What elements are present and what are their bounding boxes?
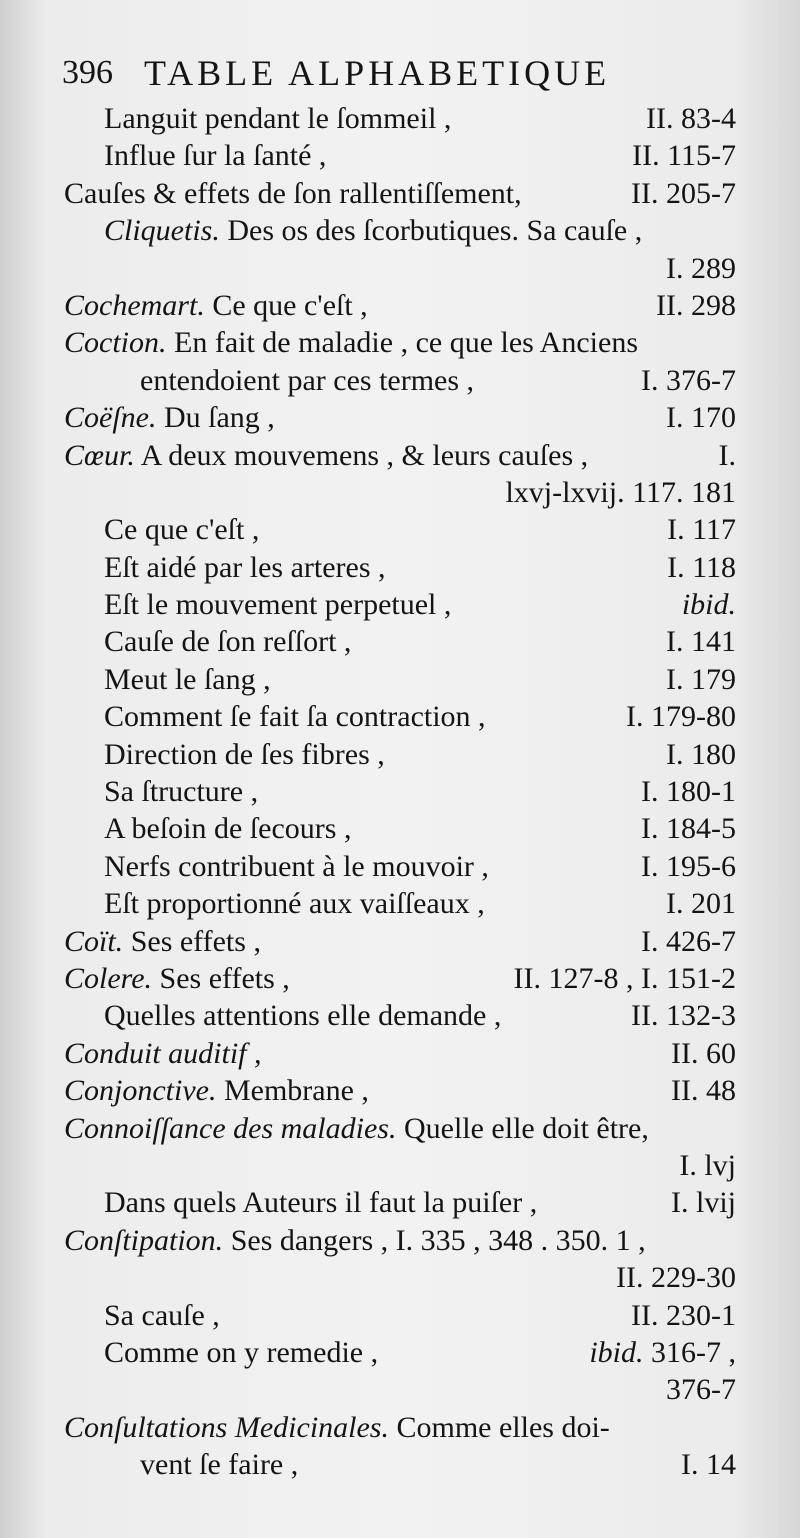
entry-description: vent ſe faire ,: [140, 1448, 299, 1482]
entry-page-ref: II. 230-1: [631, 1298, 736, 1332]
entry-headword: Conduit auditif ,: [64, 1036, 262, 1070]
index-entry: [0, 250, 800, 287]
index-entry: [0, 362, 800, 399]
entry-description: Eſt proportionné aux vaiſſeaux ,: [104, 887, 485, 921]
index-entry: [0, 1072, 800, 1109]
entry-page-ref: I. 184-5: [641, 812, 736, 846]
entry-text: [64, 1035, 262, 1072]
entry-page-ref: I. 289: [666, 251, 736, 285]
index-entry: [0, 885, 800, 922]
entry-text: [140, 1446, 298, 1483]
entry-description: Ses dangers , I. 335 , 348 . 350. 1 ,: [223, 1223, 646, 1257]
entry-page-ref: II. 298: [656, 288, 736, 322]
entry-page-ref: II. 60: [671, 1036, 736, 1070]
entry-text: [104, 885, 485, 922]
entry-text: [64, 437, 588, 474]
entry-page-ref: ibid.: [681, 588, 736, 622]
entry-description: Cauſes & effets de ſon rallentiſſement,: [64, 176, 522, 210]
entry-page-ref: I. 179-80: [626, 700, 736, 734]
entry-description: Ce que c'eſt ,: [104, 513, 260, 547]
index-entry: [0, 175, 800, 212]
entry-page-ref: I. 118: [667, 550, 736, 584]
entry-page-ref: I. lvj: [679, 1148, 736, 1182]
entry-text: [64, 960, 290, 997]
index-entry: [0, 437, 800, 474]
entry-page-ref: I. 195-6: [641, 849, 736, 883]
entry-page-ref: lxvj-lxvij. 117. 181: [505, 475, 736, 509]
index-entry: [0, 923, 800, 960]
entry-description: Sa cauſe ,: [104, 1298, 220, 1332]
entry-description: Du ſang ,: [156, 401, 275, 435]
entry-description: Dans quels Auteurs il faut la puiſer ,: [104, 1186, 538, 1220]
entry-page-ref: I. 117: [667, 513, 736, 547]
entry-page-ref: I. 180: [666, 737, 736, 771]
entry-text: [104, 212, 642, 249]
entry-description: Membrane ,: [216, 1074, 369, 1108]
entry-headword: Connoiſſance des maladies.: [64, 1111, 397, 1145]
entry-text: [64, 324, 638, 361]
entry-page-ref: I. 179: [666, 662, 736, 696]
entry-description: Direction de ſes fibres ,: [104, 737, 385, 771]
entry-description: Eſt aidé par les arteres ,: [104, 550, 386, 584]
entry-description: A beſoin de ſecours ,: [104, 812, 352, 846]
entry-description: Eſt le mouvement perpetuel ,: [104, 588, 452, 622]
index-entry: [0, 1297, 800, 1334]
index-entry: [0, 1222, 800, 1259]
entry-text: [104, 549, 386, 586]
entry-text: [64, 923, 261, 960]
entry-text: [104, 1297, 220, 1334]
entry-page-ref: I. 201: [666, 887, 736, 921]
index-entry: [0, 212, 800, 249]
index-entry: [0, 549, 800, 586]
entry-text: [104, 586, 451, 623]
entry-headword: Coëſne.: [64, 401, 157, 435]
entry-description: Quelle elle doit être,: [396, 1111, 649, 1145]
page-header: [62, 52, 762, 100]
index-entry: [0, 586, 800, 623]
index-entry: [0, 1035, 800, 1072]
entry-description: En fait de maladie , ce que les Anciens: [166, 326, 638, 360]
index-entry: [0, 324, 800, 361]
index-entry: [0, 623, 800, 660]
entry-text: [104, 137, 326, 174]
entry-text: [64, 1110, 649, 1147]
index-entry: [0, 474, 800, 511]
entry-page-ref: II. 83-4: [646, 102, 736, 135]
running-title: TABLE ALPHABETIQUE: [144, 53, 611, 93]
entry-text: [64, 399, 275, 436]
entry-page-ref: II. 115-7: [632, 139, 736, 173]
entry-text: [104, 698, 486, 735]
entry-text: [64, 1222, 646, 1259]
entry-text: [104, 511, 259, 548]
entry-description: Meut le ſang ,: [104, 662, 271, 696]
entry-headword: Coction.: [64, 326, 167, 360]
entry-text: [104, 773, 258, 810]
index-entry: [0, 511, 800, 548]
entry-description: A deux mouvemens , & leurs cauſes ,: [134, 438, 589, 472]
entry-text: [104, 736, 385, 773]
index-entry: [0, 1334, 800, 1371]
index-entry: [0, 698, 800, 735]
entry-headword: Cliquetis.: [104, 214, 220, 248]
entry-page-ref: I.: [718, 438, 736, 472]
entry-description: Comment ſe fait ſa contraction ,: [104, 700, 486, 734]
entry-text: [64, 1409, 610, 1446]
entry-page-ref: I. 426-7: [641, 924, 736, 958]
index-entry: [0, 137, 800, 174]
entry-text: [104, 810, 351, 847]
entry-description: Quelles attentions elle demande ,: [104, 999, 502, 1033]
entry-description: Des os des ſcorbutiques. Sa cauſe ,: [219, 214, 643, 248]
index-entry: [0, 287, 800, 324]
entry-description: Comme on y remedie ,: [104, 1335, 379, 1369]
index-entry: [0, 1371, 800, 1408]
index-entry: [0, 1110, 800, 1147]
index-entry: [0, 1184, 800, 1221]
entry-text: [104, 661, 271, 698]
entry-text: [104, 100, 451, 137]
entry-page-ref: II. 127-8 , I. 151-2: [513, 961, 736, 995]
index-entry: [0, 399, 800, 436]
entry-description: Influe ſur la ſanté ,: [104, 139, 327, 173]
index-entry: [0, 100, 800, 137]
entry-text: [104, 848, 489, 885]
index-entry: [0, 1409, 800, 1446]
entry-page-ref: 376-7: [666, 1373, 736, 1407]
entry-description: Languit pendant le ſommeil ,: [104, 102, 452, 135]
entry-headword: Colere.: [64, 961, 153, 995]
entry-page-ref: I. 170: [666, 401, 736, 435]
index-entry: [0, 661, 800, 698]
entry-description: Comme elles doi-: [388, 1410, 610, 1444]
index-entry: [0, 1259, 800, 1296]
entry-text: [104, 997, 501, 1034]
index-entry: [0, 1446, 800, 1483]
entry-headword: Conſtipation.: [64, 1223, 224, 1257]
index-entries: [0, 100, 800, 1483]
entry-description: Cauſe de ſon reſſort ,: [104, 625, 352, 659]
entry-headword: Coït.: [64, 924, 124, 958]
entry-page-ref: II. 48: [671, 1074, 736, 1108]
index-entry: [0, 997, 800, 1034]
entry-headword: Cœur.: [64, 438, 135, 472]
entry-page-ref: I. 376-7: [641, 363, 736, 397]
entry-page-ref: ibid. 316-7 ,: [589, 1335, 736, 1369]
entry-headword: Conſultations Medicinales.: [64, 1410, 389, 1444]
index-entry: [0, 736, 800, 773]
entry-page-ref: I. lvij: [671, 1186, 736, 1220]
entry-page-ref: II. 229-30: [616, 1261, 736, 1295]
entry-headword: Conjonctive.: [64, 1074, 217, 1108]
entry-page-ref: I. 180-1: [641, 775, 736, 809]
entry-page-ref: I. 141: [666, 625, 736, 659]
entry-text: [104, 1184, 537, 1221]
entry-text: [64, 175, 522, 212]
index-entry: [0, 1147, 800, 1184]
entry-description: Ses effets ,: [123, 924, 261, 958]
index-entry: [0, 960, 800, 997]
index-entry: [0, 773, 800, 810]
page-number: 396: [62, 54, 113, 91]
entry-description: entendoient par ces termes ,: [140, 363, 475, 397]
entry-description: Ses effets ,: [152, 961, 290, 995]
entry-text: [104, 1334, 378, 1371]
entry-text: [64, 1072, 369, 1109]
entry-text: [64, 287, 368, 324]
entry-page-ref: II. 132-3: [631, 999, 736, 1033]
entry-headword: Cochemart.: [64, 288, 205, 322]
entry-description: Sa ſtructure ,: [104, 775, 259, 809]
index-entry: [0, 810, 800, 847]
index-entry: [0, 848, 800, 885]
entry-description: Ce que c'eſt ,: [204, 288, 368, 322]
entry-page-ref: I. 14: [681, 1448, 736, 1482]
entry-text: [104, 623, 351, 660]
entry-text: [140, 362, 474, 399]
entry-description: Nerfs contribuent à le mouvoir ,: [104, 849, 489, 883]
entry-page-ref: II. 205-7: [631, 176, 736, 210]
